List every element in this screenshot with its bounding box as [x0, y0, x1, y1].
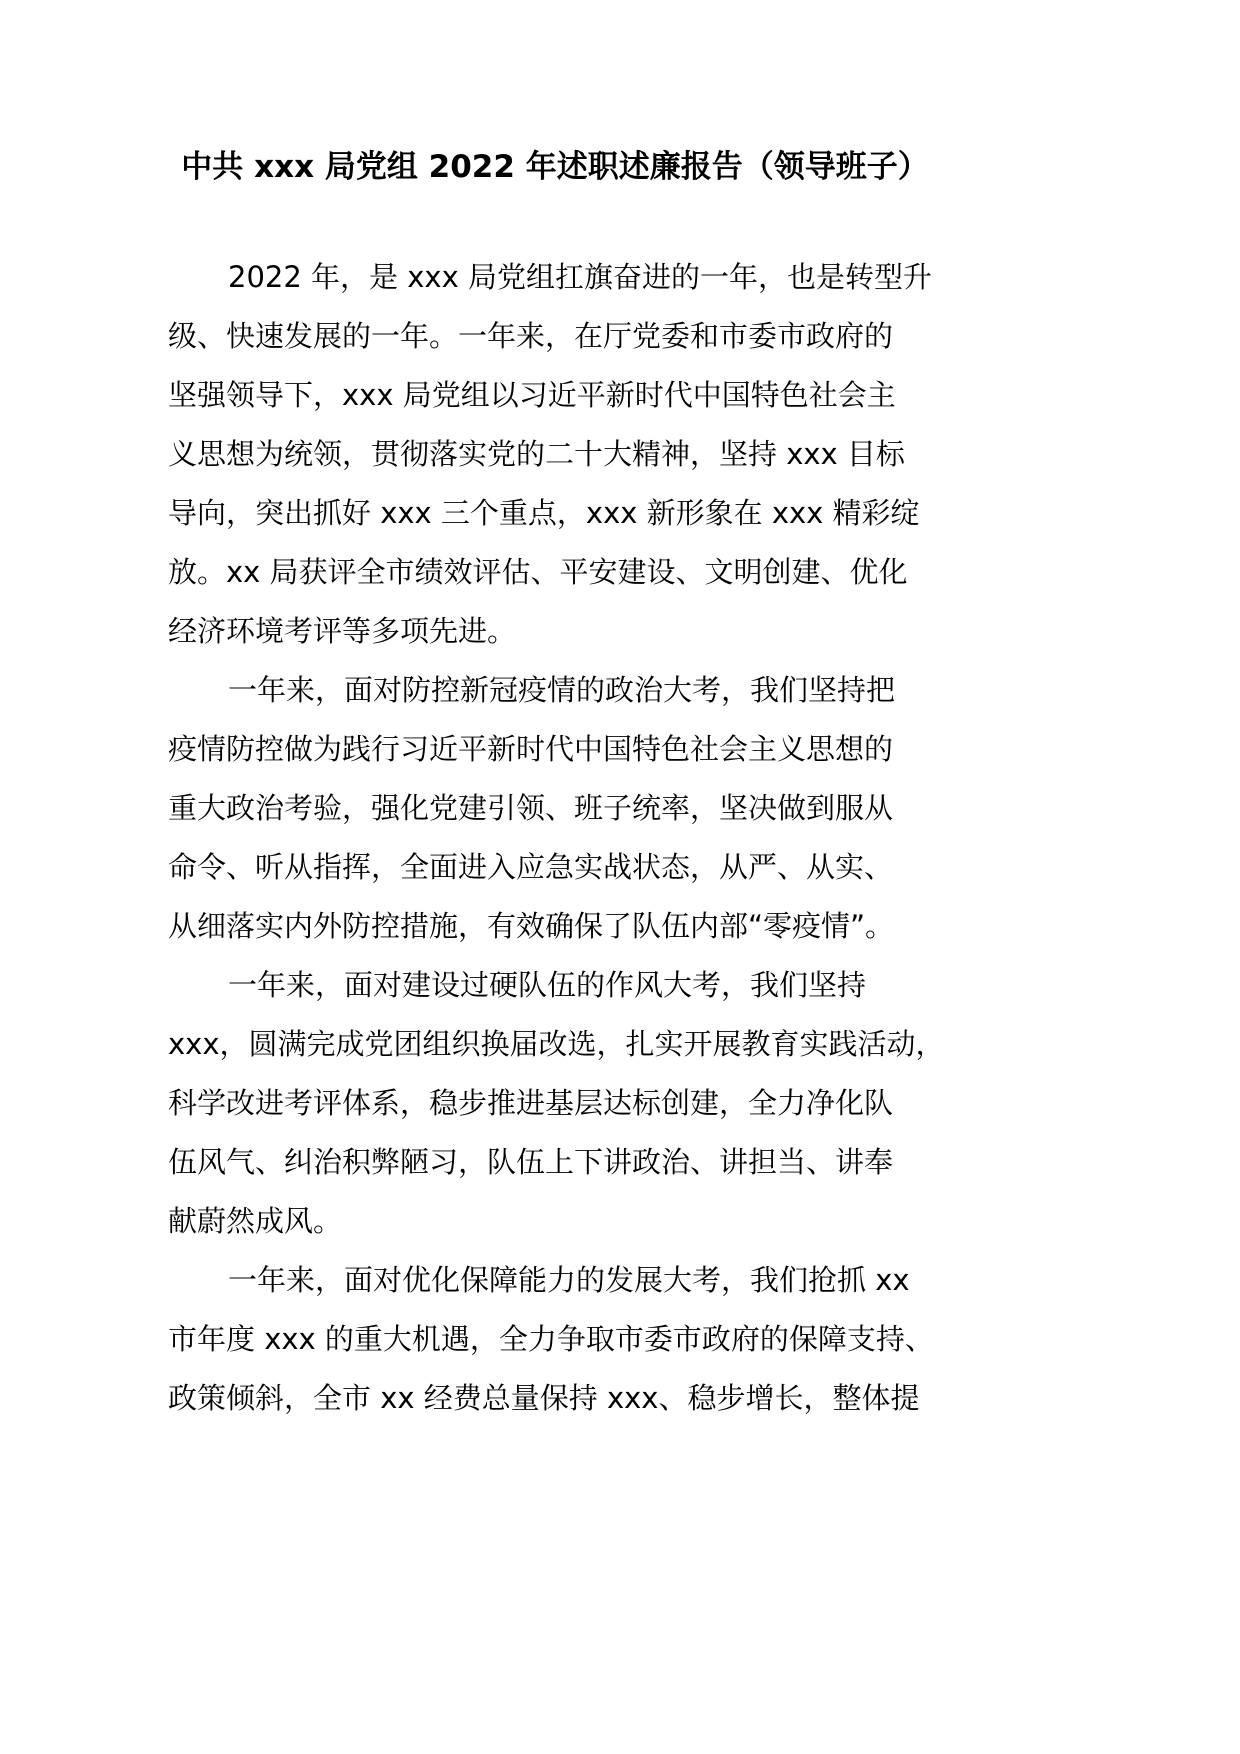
- text-line: 一年来，面对建设过硬队伍的作风大考，我们坚持: [228, 968, 867, 1002]
- text-line: 献蔚然成风。: [168, 1204, 343, 1238]
- text-line: 市年度 xxx 的重大机遇，全力争取市委市政府的保障支持、: [168, 1322, 934, 1356]
- text-line: 科学改进考评体系，稳步推进基层达标创建，全力净化队: [168, 1086, 894, 1120]
- text-line: xxx，圆满完成党团组织换届改选，扎实开展教育实践活动，: [168, 1027, 945, 1061]
- text-line: 放。xx 局获评全市绩效评估、平安建设、文明创建、优化: [168, 555, 908, 589]
- text-line: 重大政治考验，强化党建引领、班子统率，坚决做到服从: [168, 791, 894, 825]
- text-line: 2022 年，是 xxx 局党组扛旗奋进的一年，也是转型升: [228, 260, 932, 294]
- text-line: 导向，突出抓好 xxx 三个重点，xxx 新形象在 xxx 精彩绽: [168, 496, 920, 530]
- text-line: 政策倾斜，全市 xx 经费总量保持 xxx、稳步增长，整体提: [168, 1381, 920, 1415]
- text-line: 一年来，面对防控新冠疫情的政治大考，我们坚持把: [228, 673, 896, 707]
- text-line: 一年来，面对优化保障能力的发展大考，我们抢抓 xx: [228, 1263, 910, 1297]
- text-line: 从细落实内外防控措施，有效确保了队伍内部“零疫情”。: [168, 909, 895, 943]
- text-line: 命令、听从指挥，全面进入应急实战状态，从严、从实、: [168, 850, 894, 884]
- text-line: 级、快速发展的一年。一年来，在厅党委和市委市政府的: [168, 319, 894, 353]
- text-line: 经济环境考评等多项先进。: [168, 614, 517, 648]
- document-body: [168, 248, 958, 1428]
- text-line: 伍风气、纠治积弊陋习，队伍上下讲政治、讲担当、讲奉: [168, 1145, 894, 1179]
- text-line: 疫情防控做为践行习近平新时代中国特色社会主义思想的: [168, 732, 894, 766]
- text-line: 义思想为统领，贯彻落实党的二十大精神，坚持 xxx 目标: [168, 437, 905, 471]
- text-line: 坚强领导下，xxx 局党组以习近平新时代中国特色社会主: [168, 378, 896, 412]
- document-title: 中共 xxx 局党组 2022 年述职述廉报告（领导班子）: [181, 149, 929, 185]
